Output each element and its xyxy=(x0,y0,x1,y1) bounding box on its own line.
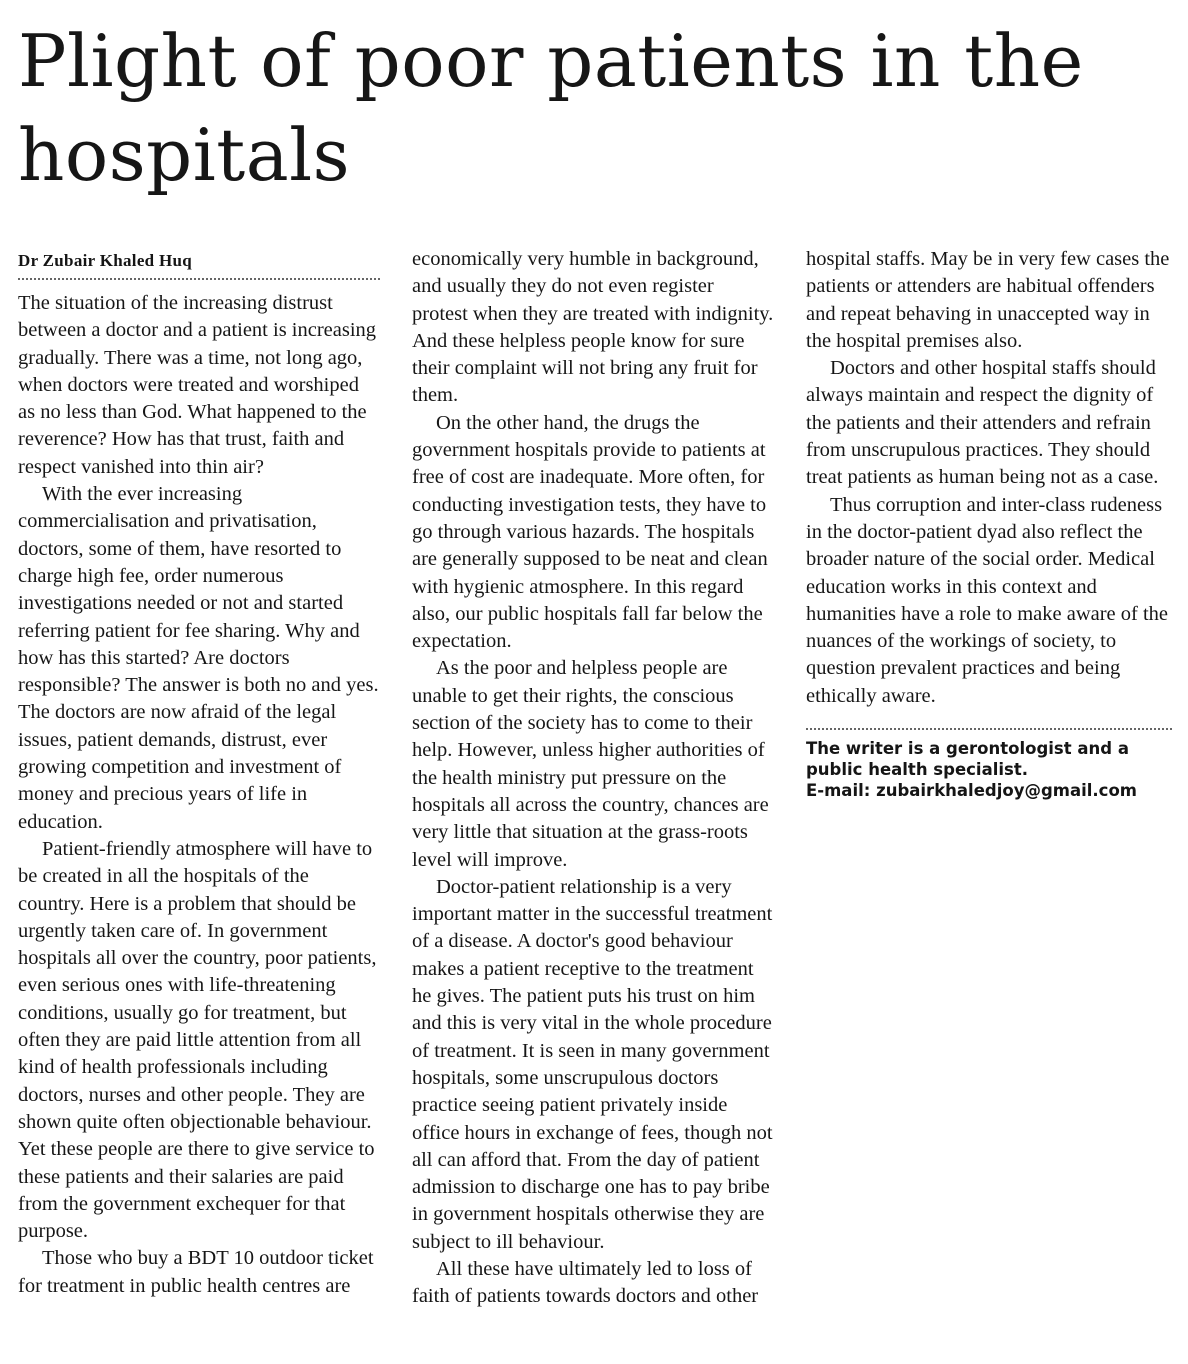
paragraph-8-cont: hospital staffs. May be in very few cases the patients or attenders are habitual offenders and repeat behaving in unaccepted way in the hospital premises also. xyxy=(806,248,1170,352)
headline: Plight of poor patients in the hospitals xyxy=(18,19,1084,197)
article-columns xyxy=(18,246,1172,1311)
paragraph-4: Those who buy a BDT 10 outdoor ticket for treatment in public health centres are xyxy=(18,1247,374,1297)
paragraph-6: As the poor and helpless people are unable to get their rights, the conscious section of the society has to come to their help. However, unless higher authorities of the health ministry put pressure on the hospitals all across the country, chances are very little that situation at the grass-roots level will improve. xyxy=(412,657,769,871)
paragraph-8: All these have ultimately led to loss of faith of patients towards doctors and other xyxy=(412,1257,759,1308)
paragraph-10: Thus corruption and inter-class rudeness in the doctor-patient dyad also reflect the broader nature of the social order. Medical education works in this context and humanities have a role to make aware of the nuances of the workings of society, to question prevalent practices and being ethically aware. xyxy=(806,493,1169,707)
column-2 xyxy=(412,246,774,1311)
paragraph-7: Doctor-patient relationship is a very important matter in the successful treatment of a disease. A doctor's good behaviour makes a patient receptive to the treatment he gives. The patient puts his trust on him and this is very vital in the whole procedure of treatment. It is seen in many government hospitals, some unscrupulous doctors practice seeing patient privately inside office hours in exchange of fees, though not all can afford that. From the day of patient admission to discharge one has to pay bribe in government hospitals otherwise they are subject to ill behaviour. xyxy=(412,875,773,1253)
column-1 xyxy=(18,246,380,1311)
paragraph-4-cont: economically very humble in background, and usually they do not even register protest when they are treated with indignity. And these helpless people know for sure their complaint will not bring any fruit for them. xyxy=(412,248,774,407)
writer-email: E-mail: zubairkhaledjoy@gmail.com xyxy=(806,781,1137,801)
paragraph-2: With the ever increasing commercialisation and privatisation, doctors, some of them, have resorted to charge high fee, order numerous investigations needed or not and started referring patient for fee sharing. Why and how has this started? Are doctors responsible? The answer is both no and yes. The doctors are now afraid of the legal issues, patient demands, distrust, ever growing competition and investment of money and precious years of life in education. xyxy=(18,483,379,833)
writer-bio: The writer is a gerontologist and a public health specialist. xyxy=(806,739,1129,780)
paragraph-1: The situation of the increasing distrust between a doctor and a patient is increasing gradually. There was a time, not long ago, when doctors were treated and worshiped as no less than God. What happened to the reverence? How has that trust, faith and respect vanished into thin air? xyxy=(18,292,377,478)
paragraph-3: Patient-friendly atmosphere will have to be created in all the hospitals of the country. Here is a problem that should be urgently taken care of. In government hospitals all over the country, poor patients, even serious ones with life-threatening conditions, usually go for treatment, but often they are paid little attention from all kind of health professionals including doctors, nurses and other people. They are shown quite often objectionable behaviour. Yet these people are there to give service to these patients and their salaries are paid from the government exchequer for that purpose. xyxy=(18,837,377,1243)
paragraph-9: Doctors and other hospital staffs should always maintain and respect the dignity of the patients and their attenders and refrain from unscrupulous practices. They should treat patients as human being not as a case. xyxy=(806,357,1159,489)
paragraph-5: On the other hand, the drugs the government hospitals provide to patients at free of cost are inadequate. More often, for conducting investigation tests, they have to go through various hazards. The hospitals are generally supposed to be neat and clean with hygienic atmosphere. In this regard also, our public hospitals fall far below the expectation. xyxy=(412,411,768,653)
column-3 xyxy=(806,246,1172,1311)
byline-divider xyxy=(18,278,380,280)
writer-divider xyxy=(806,728,1172,730)
byline: Dr Zubair Khaled Huq xyxy=(18,251,193,270)
